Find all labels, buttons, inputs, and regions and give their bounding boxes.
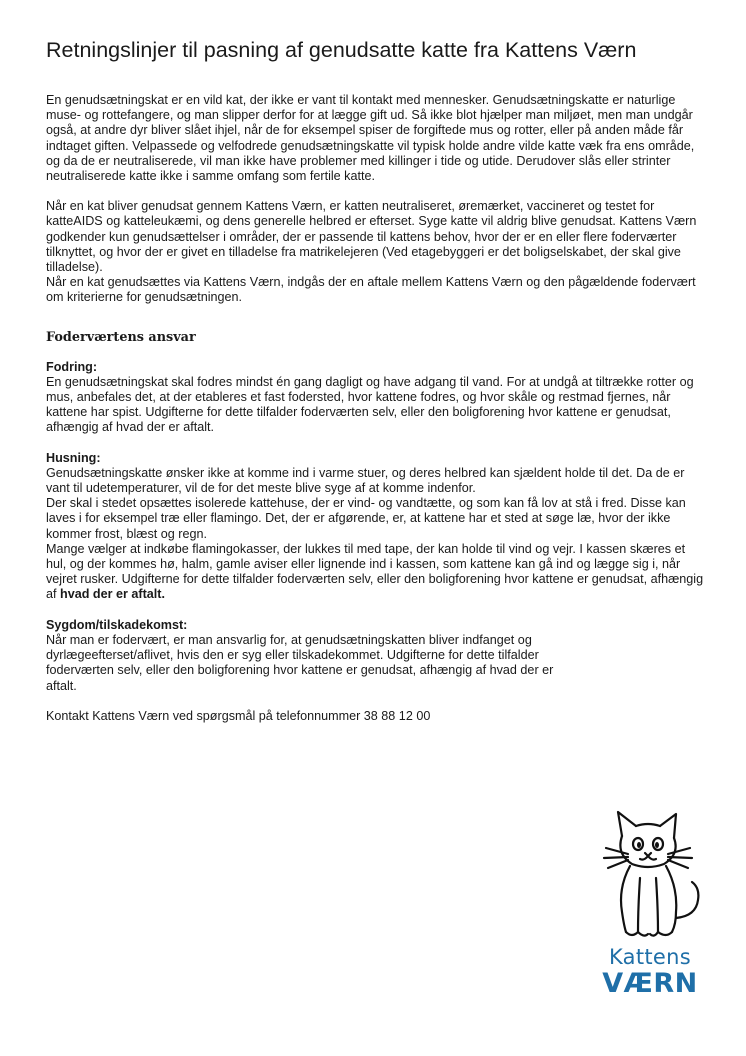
husning-paragraph-2: Der skal i stedet opsættes isolerede kattehuse, der er vind- og vandtætte, og som kan få lov at stå i fred. Disse kan laves i for eksempel træ eller flamingo. Det, der er afgørende, er, at kattene har et sted at søge læ, hvor der ikke kommer frost, blæst og regn. xyxy=(46,496,686,541)
section-title: Foderværtens ansvar xyxy=(46,329,196,345)
husning-paragraph-1: Genudsætningskatte ønsker ikke at komme ind i varme stuer, og deres helbred kan sjældent holde til det. Da de er vant til udetemperaturer, vil de for det meste blive syge af at komme indenfor. xyxy=(46,465,685,496)
husning-paragraph-3-text: Mange vælger at indkøbe flamingokasser, der lukkes til med tape, der kan holde til vind og vejr. I kassen skæres et hul, og der kommes hø, halm, gamle aviser eller lignende ind i kassen, som kattene kan gå ind og lægge sig i, når vejret rusker. Udgifterne for dette tilfalder foderværten selv, eller den boligforening hvor kattene er genudsat, afhængig af xyxy=(46,541,704,602)
husning-paragraph-3 xyxy=(46,542,706,603)
fodring-text: En genudsætningskat skal fodres mindst én gang dagligt og have adgang til vand. For at undgå at tiltrække rotter og mus, anbefales det, at der etableres et fast fodersted, hvor kattene fodres, og hvor skåle og restmad fjernes, når kattene har spist. Udgifterne for dette tilfalder foderværten selv, eller den boligforening hvor kattene er genudsat, afhængig af hvad der er aftalt. xyxy=(46,374,694,435)
husning-paragraph-3-bold: hvad der er aftalt. xyxy=(60,587,165,602)
sygdom-block xyxy=(46,618,566,724)
document-title: Retningslinjer til pasning af genudsatte katte fra Kattens Værn xyxy=(46,38,637,62)
sygdom-text: Når man er fodervært, er man ansvarlig for, at genudsætningskatten bliver indfanget og dyrlægeefterset/aflivet, hvis den er syg eller tilskadekommet. Udgifterne for dette tilfalder foderværten selv, eller den boligforening hvor kattene er genudsat, afhængig af hvad der er aftalt. xyxy=(46,632,554,693)
logo-line-2: VÆRN xyxy=(602,968,698,999)
intro-paragraph-2: Når en kat bliver genudsat gennem Kattens Værn, er katten neutraliseret, øremærket, vaccineret og testet for katteAIDS og katteleukæmi, og dens generelle helbred er efterset. Syge katte vil aldrig blive genudsat. Kattens Værn godkender kun genudsættelser i områder, der er passende til kattens behov, hvor der er en eller flere foderværter tilknyttet, og hvor der er givet en tilladelse fra matrikelejeren (Ved etagebyggeri er det boligselskabet, der skal give tilladelse). xyxy=(46,199,697,275)
intro-paragraph-1: En genudsætningskat er en vild kat, der ikke er vant til kontakt med mennesker. Genudsætningskatte er naturlige muse- og rottefangere, og man slipper derfor for at lægge gift ud. Så ikke blot hjælper man miljøet, men man undgår også, at andre dyr bliver slået ihjel, når de for eksempel spiser de forgiftede mus og rotter, eller på anden måde får indtaget giften. Velpassede og velfodrede genudsætningskatte vil typisk holde andre vilde katte væk fra ens område, og da de er neutraliserede, vil man ikke have problemer med killinger i tide og utide. Derudover slås eller strinter neutraliserede katte ikke i samme omfang som fertile katte. xyxy=(46,93,695,184)
sygdom-heading: Sygdom/tilskadekomst: xyxy=(46,617,188,632)
cat-logo-icon xyxy=(592,808,708,943)
contact-line: Kontakt Kattens Værn ved spørgsmål på telefonnummer 38 88 12 00 xyxy=(46,708,431,723)
document-body xyxy=(46,93,706,724)
kattens-vaern-logo xyxy=(592,808,708,997)
husning-heading: Husning: xyxy=(46,450,101,465)
intro-paragraph-3: Når en kat genudsættes via Kattens Værn, indgås der en aftale mellem Kattens Værn og den pågældende fodervært om kriterierne for genudsætningen. xyxy=(46,275,696,305)
fodring-heading: Fodring: xyxy=(46,359,98,374)
logo-text xyxy=(592,947,708,997)
logo-line-1: Kattens xyxy=(608,945,691,969)
